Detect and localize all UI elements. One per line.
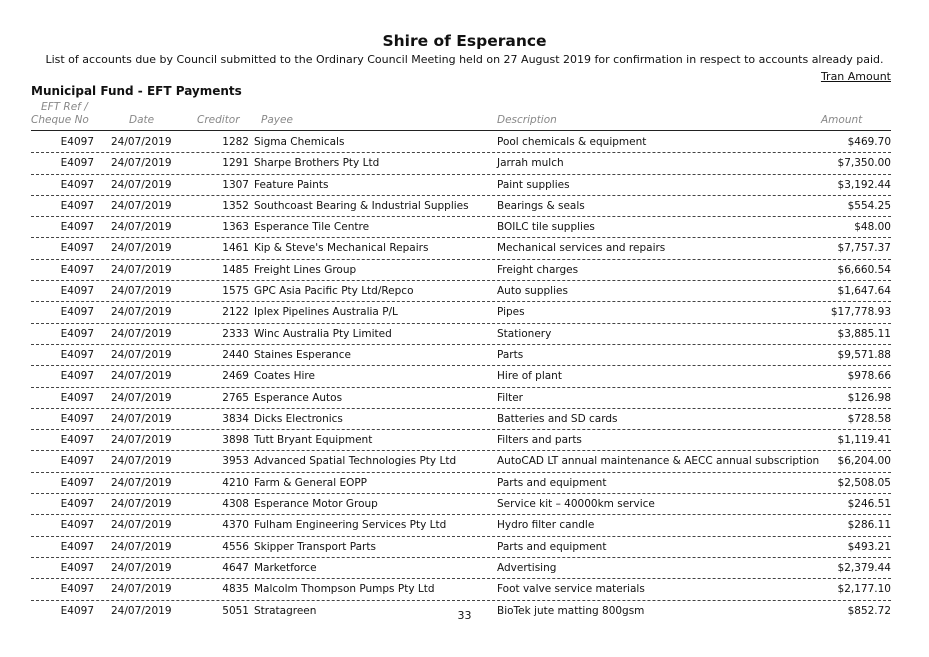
cell-date: 24/07/2019 (111, 540, 172, 553)
cell-amount: $6,660.54 (837, 263, 891, 276)
cell-creditor: 2469 (222, 370, 249, 383)
table-row (31, 324, 891, 345)
cell-description: Jarrah mulch (497, 157, 564, 170)
table-row (31, 132, 891, 153)
cell-date: 24/07/2019 (111, 455, 172, 468)
cell-creditor: 3834 (222, 412, 249, 425)
cell-creditor: 1282 (222, 136, 249, 148)
cell-description: Foot valve service materials (497, 583, 645, 596)
cell-creditor: 4308 (222, 498, 249, 511)
cell-description: Service kit – 40000km service (497, 498, 655, 511)
table-row (31, 196, 891, 217)
cell-date: 24/07/2019 (111, 242, 172, 255)
cell-ref: E4097 (60, 412, 94, 425)
table-row (31, 558, 891, 579)
cell-amount: $9,571.88 (837, 348, 891, 361)
column-header-description: Description (497, 114, 557, 126)
cell-creditor: 1461 (222, 242, 249, 255)
cell-payee: Winc Australia Pty Limited (254, 327, 392, 340)
cell-date: 24/07/2019 (111, 178, 172, 191)
cell-description: BOILC tile supplies (497, 221, 595, 234)
cell-description: Parts and equipment (497, 540, 607, 553)
column-header-creditor: Creditor (197, 114, 240, 126)
cell-payee: Sigma Chemicals (254, 136, 345, 148)
cell-creditor: 4647 (222, 561, 249, 574)
column-header-ref-line2: Cheque No (31, 114, 89, 126)
tran-amount-label: Tran Amount (820, 70, 891, 83)
cell-ref: E4097 (60, 540, 94, 553)
cell-creditor: 4370 (222, 519, 249, 532)
cell-date: 24/07/2019 (111, 583, 172, 596)
table-row (31, 430, 891, 451)
cell-creditor: 1307 (222, 178, 249, 191)
cell-payee: Staines Esperance (254, 348, 351, 361)
page-subtitle: List of accounts due by Council submitted to the Ordinary Council Meeting held on 27 August 2019 for confirmation in respect to accounts already paid. (45, 53, 884, 66)
table-row (31, 451, 891, 472)
cell-date: 24/07/2019 (111, 263, 172, 276)
column-header-amount: Amount (821, 114, 863, 126)
cell-creditor: 3898 (222, 434, 249, 447)
cell-payee: Esperance Tile Centre (254, 221, 370, 234)
cell-ref: E4097 (60, 306, 94, 319)
column-header-date: Date (129, 114, 155, 126)
cell-date: 24/07/2019 (111, 370, 172, 383)
cell-description: BioTek jute matting 800gsm (497, 604, 645, 617)
cell-payee: Feature Paints (254, 178, 329, 191)
cell-payee: Tutt Bryant Equipment (254, 434, 373, 447)
table-row (31, 302, 891, 323)
cell-ref: E4097 (60, 221, 94, 234)
cell-amount: $286.11 (847, 519, 891, 532)
cell-date: 24/07/2019 (111, 476, 172, 489)
cell-ref: E4097 (60, 157, 94, 170)
cell-payee: Advanced Spatial Technologies Pty Ltd (254, 455, 457, 468)
cell-payee: Malcolm Thompson Pumps Pty Ltd (254, 583, 435, 596)
cell-payee: Kip & Steve's Mechanical Repairs (254, 242, 429, 255)
cell-description: Paint supplies (497, 178, 570, 191)
cell-date: 24/07/2019 (111, 348, 172, 361)
cell-description: Auto supplies (497, 285, 568, 298)
cell-description: Mechanical services and repairs (497, 242, 666, 255)
page-title: Shire of Esperance (382, 32, 547, 50)
cell-creditor: 2333 (222, 327, 249, 340)
table-row (31, 238, 891, 259)
cell-description: Batteries and SD cards (497, 412, 618, 425)
cell-date: 24/07/2019 (111, 136, 172, 148)
cell-creditor: 5051 (222, 604, 249, 617)
cell-ref: E4097 (60, 519, 94, 532)
header-divider (31, 130, 891, 131)
cell-date: 24/07/2019 (111, 412, 172, 425)
cell-payee: Skipper Transport Parts (254, 540, 376, 553)
table-row (31, 473, 891, 494)
cell-amount: $2,177.10 (837, 583, 891, 596)
cell-amount: $7,757.37 (837, 242, 891, 255)
cell-ref: E4097 (60, 199, 94, 212)
cell-date: 24/07/2019 (111, 519, 172, 532)
column-header-ref-line1: EFT Ref / (41, 101, 88, 113)
cell-amount: $469.70 (847, 136, 891, 148)
cell-date: 24/07/2019 (111, 604, 172, 617)
cell-amount: $3,885.11 (837, 327, 891, 340)
table-row (31, 515, 891, 536)
cell-date: 24/07/2019 (111, 434, 172, 447)
payments-table (31, 132, 891, 621)
cell-date: 24/07/2019 (111, 391, 172, 404)
table-row (31, 281, 891, 302)
cell-amount: $728.58 (847, 412, 891, 425)
table-row (31, 217, 891, 238)
cell-payee: Southcoast Bearing & Industrial Supplies (254, 199, 469, 212)
cell-creditor: 4556 (222, 540, 249, 553)
cell-amount: $126.98 (847, 391, 891, 404)
cell-amount: $17,778.93 (830, 306, 891, 319)
table-row (31, 175, 891, 196)
cell-description: AutoCAD LT annual maintenance & AECC annual subscription (497, 455, 820, 468)
cell-description: Advertising (497, 561, 557, 574)
table-row (31, 260, 891, 281)
cell-creditor: 2122 (222, 306, 249, 319)
cell-description: Freight charges (497, 263, 579, 276)
cell-description: Pool chemicals & equipment (497, 136, 647, 148)
cell-payee: Freight Lines Group (254, 263, 357, 276)
cell-payee: Iplex Pipelines Australia P/L (254, 306, 398, 319)
column-header-payee: Payee (261, 114, 293, 126)
cell-date: 24/07/2019 (111, 285, 172, 298)
cell-date: 24/07/2019 (111, 157, 172, 170)
cell-creditor: 1363 (222, 221, 249, 234)
cell-amount: $554.25 (847, 199, 891, 212)
cell-payee: Esperance Autos (254, 391, 343, 404)
cell-date: 24/07/2019 (111, 561, 172, 574)
cell-ref: E4097 (60, 263, 94, 276)
cell-description: Parts (497, 348, 524, 361)
cell-creditor: 1485 (222, 263, 249, 276)
cell-description: Filter (497, 391, 524, 404)
cell-description: Bearings & seals (497, 199, 585, 212)
cell-amount: $978.66 (847, 370, 891, 383)
cell-creditor: 4835 (222, 583, 249, 596)
cell-payee: Dicks Electronics (254, 412, 343, 425)
cell-ref: E4097 (60, 604, 94, 617)
cell-ref: E4097 (60, 178, 94, 191)
cell-creditor: 1352 (222, 199, 249, 212)
cell-amount: $2,379.44 (837, 561, 891, 574)
cell-amount: $1,647.64 (837, 285, 891, 298)
cell-amount: $852.72 (847, 604, 891, 617)
cell-description: Pipes (497, 306, 525, 319)
cell-amount: $6,204.00 (837, 455, 891, 468)
cell-ref: E4097 (60, 561, 94, 574)
cell-description: Hydro filter candle (497, 519, 595, 532)
cell-payee: Marketforce (254, 561, 317, 574)
cell-ref: E4097 (60, 327, 94, 340)
cell-payee: Stratagreen (254, 604, 317, 617)
table-row (31, 494, 891, 515)
cell-amount: $48.00 (854, 221, 891, 234)
cell-creditor: 1291 (222, 157, 249, 170)
section-title: Municipal Fund - EFT Payments (31, 84, 242, 98)
cell-creditor: 2765 (222, 391, 249, 404)
cell-amount: $246.51 (847, 498, 891, 511)
cell-description: Stationery (497, 327, 552, 340)
cell-ref: E4097 (60, 583, 94, 596)
cell-payee: GPC Asia Pacific Pty Ltd/Repco (254, 285, 414, 298)
cell-date: 24/07/2019 (111, 327, 172, 340)
table-row (31, 388, 891, 409)
cell-payee: Fulham Engineering Services Pty Ltd (254, 519, 447, 532)
cell-ref: E4097 (60, 498, 94, 511)
cell-date: 24/07/2019 (111, 221, 172, 234)
cell-creditor: 2440 (222, 348, 249, 361)
cell-ref: E4097 (60, 370, 94, 383)
cell-date: 24/07/2019 (111, 498, 172, 511)
cell-amount: $1,119.41 (837, 434, 891, 447)
cell-description: Filters and parts (497, 434, 582, 447)
cell-date: 24/07/2019 (111, 199, 172, 212)
cell-amount: $493.21 (847, 540, 891, 553)
cell-ref: E4097 (60, 242, 94, 255)
table-row (31, 409, 891, 430)
table-row (31, 345, 891, 366)
cell-payee: Coates Hire (254, 370, 315, 383)
cell-date: 24/07/2019 (111, 306, 172, 319)
cell-ref: E4097 (60, 434, 94, 447)
cell-description: Parts and equipment (497, 476, 607, 489)
cell-ref: E4097 (60, 348, 94, 361)
cell-ref: E4097 (60, 455, 94, 468)
cell-description: Hire of plant (497, 370, 562, 383)
cell-ref: E4097 (60, 136, 94, 148)
table-row (31, 366, 891, 387)
cell-creditor: 3953 (222, 455, 249, 468)
cell-payee: Farm & General EOPP (254, 476, 368, 489)
cell-payee: Esperance Motor Group (254, 498, 378, 511)
cell-ref: E4097 (60, 391, 94, 404)
cell-ref: E4097 (60, 476, 94, 489)
table-row (31, 537, 891, 558)
cell-amount: $2,508.05 (837, 476, 891, 489)
cell-amount: $3,192.44 (837, 178, 891, 191)
table-row (31, 153, 891, 174)
page-number: 33 (457, 609, 472, 622)
cell-payee: Sharpe Brothers Pty Ltd (254, 157, 380, 170)
cell-amount: $7,350.00 (837, 157, 891, 170)
table-row (31, 579, 891, 600)
cell-creditor: 4210 (222, 476, 249, 489)
cell-ref: E4097 (60, 285, 94, 298)
cell-creditor: 1575 (222, 285, 249, 298)
